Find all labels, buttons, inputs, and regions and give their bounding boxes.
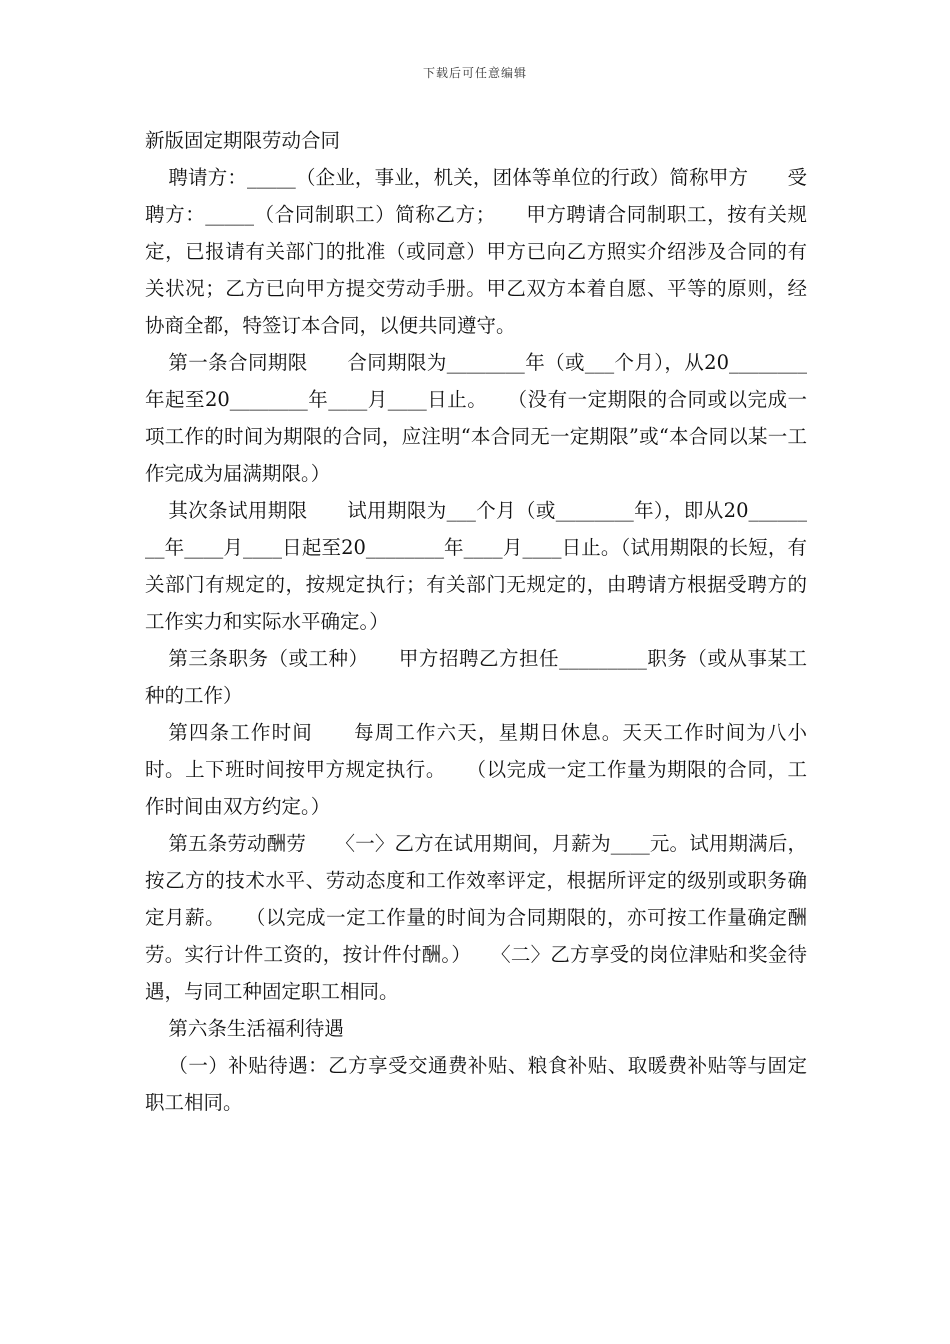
article-3-position: 第三条职务（或工种） 甲方招聘乙方担任_________职务（或从事某工种的工作）	[145, 647, 807, 707]
article-6-welfare-heading: 第六条生活福利待遇	[168, 1017, 344, 1040]
preamble-paragraph: 聘请方：_____（企业，事业，机关，团体等单位的行政）简称甲方 受聘方：_____（合同制职工）简称乙方； 甲方聘请合同制职工，按有关规定，已报请有关部门的批准（或同意）甲方已向乙方照实介绍涉及合同的有关状况；乙方已向甲方提交劳动手册。甲乙双方本着自愿、平等的原则，经协商全都，特签订本合同，以便共同遵守。	[145, 166, 807, 337]
document-title: 新版固定期限劳动合同	[145, 129, 341, 152]
document-body	[145, 122, 807, 1121]
article-1-contract-term: 第一条合同期限 合同期限为________年（或___个月），从20________年起至20________年____月____日止。 （没有一定期限的合同或以完成一项工作的时间为期限的合同，应注明“本合同无一定期限”或“本合同以某一工作完成为届满期限。）	[145, 351, 807, 485]
article-5-remuneration: 第五条劳动酬劳 〈一〉乙方在试用期间，月薪为____元。试用期满后，按乙方的技术水平、劳动态度和工作效率评定，根据所评定的级别或职务确定月薪。 （以完成一定工作量的时间为合同期限的，亦可按工作量确定酬劳。实行计件工资的，按计件付酬。） 〈二〉乙方享受的岗位津贴和奖金待遇，与同工种固定职工相同。	[145, 832, 807, 1003]
article-6-item-1-subsidy: （一）补贴待遇：乙方享受交通费补贴、粮食补贴、取暖费补贴等与固定职工相同。	[145, 1054, 807, 1114]
article-2-probation-period: 其次条试用期限 试用期限为___个月（或________年），即从20________年____月____日起至20________年____月____日止。（试用期限的长短，有关部门有规定的，按规定执行；有关部门无规定的，由聘请方根据受聘方的工作实力和实际水平确定。）	[145, 499, 807, 633]
article-4-working-hours: 第四条工作时间 每周工作六天，星期日休息。天天工作时间为八小时。上下班时间按甲方规定执行。 （以完成一定工作量为期限的合同，工作时间由双方约定。）	[145, 721, 807, 818]
page-header: 下载后可任意编辑	[422, 66, 527, 80]
